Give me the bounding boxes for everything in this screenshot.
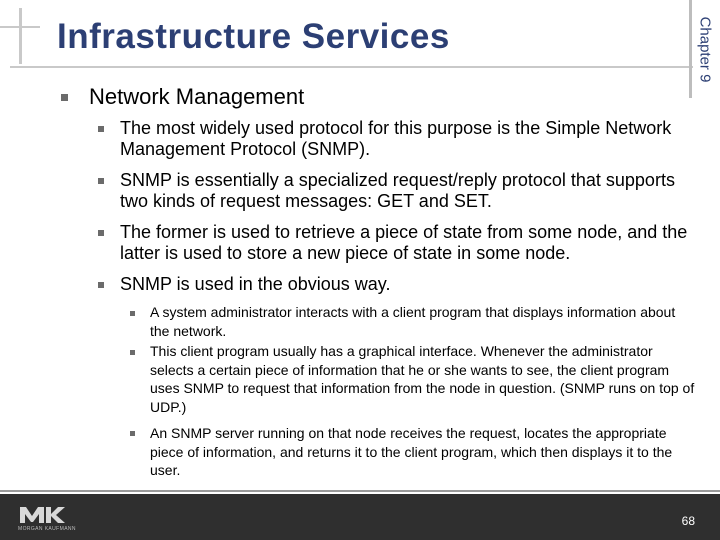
list-item: SNMP is used in the obvious way. [120, 274, 391, 294]
bullet-square-icon [61, 94, 68, 101]
list-item: SNMP is essentially a specialized request/reply protocol that supports two kinds of request messages: GET and SET. [120, 170, 675, 211]
sub-list-item: A system administrator interacts with a client program that displays information about the network. [150, 304, 676, 339]
corner-accent-vertical [19, 8, 22, 64]
list-item: The former is used to retrieve a piece of state from some node, and the latter is used to store a new piece of state in some node. [120, 222, 688, 263]
bullet-square-icon [98, 178, 104, 184]
bullet-square-icon [130, 431, 135, 436]
publisher-logo-icon [18, 503, 74, 539]
bullet-square-icon [98, 230, 104, 236]
bullet-square-icon [98, 282, 104, 288]
slide-title: Infrastructure Services [57, 17, 450, 56]
corner-accent-horizontal [0, 26, 40, 28]
footer-divider [0, 490, 720, 492]
chapter-text: Chapter 9 [696, 16, 714, 82]
section-heading: Network Management [89, 84, 305, 109]
footer-bar [0, 494, 720, 540]
publisher-caption: MORGAN KAUFMANN [18, 526, 76, 532]
sub-list-item: An SNMP server running on that node receives the request, locates the appropriate piece of information, and returns it to the client program, which then displays it to the user. [150, 425, 673, 479]
page-number: 68 [681, 514, 695, 528]
chapter-label [693, 4, 717, 94]
bullet-square-icon [130, 350, 135, 355]
chapter-divider [689, 0, 692, 98]
bullet-square-icon [130, 311, 135, 316]
sub-list-item: This client program usually has a graphical interface. Whenever the administrator selects a certain piece of information that he or she wants to see, the client program uses SNMP to request that information from the node in question. (SNMP runs on top of UDP.) [150, 343, 695, 415]
list-item: The most widely used protocol for this purpose is the Simple Network Management Protocol (SNMP). [120, 118, 672, 159]
title-underline [10, 66, 693, 68]
bullet-square-icon [98, 126, 104, 132]
